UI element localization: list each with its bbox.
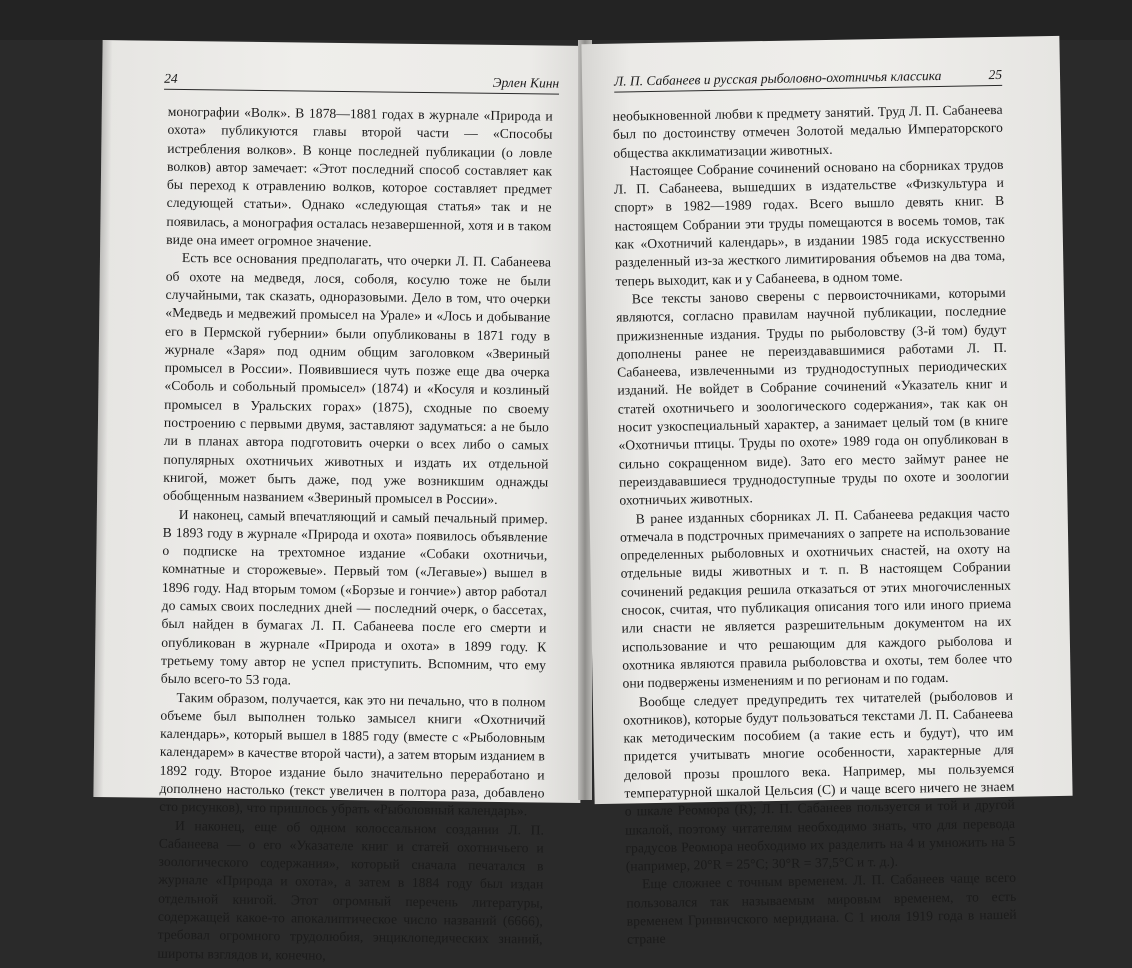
paragraph: монографии «Волк». В 1878—1881 годах в журнале «Природа и охота» публикуются главы второй части — «Способы истребления волков». В конце последней публикации (о ловле волков) автор замечает: «Этот последний способ составляет как бы переход к отравлению волков, которое составляет предмет следующей статьи». Однако «следующая статья» так и не появилась, а монография осталась незавершенной, хотя и в таком виде она имеет огромное значение. — [166, 103, 553, 250]
left-page — [93, 40, 589, 963]
paragraph: Все тексты заново сверены с первоисточниками, которыми являются, согласно правилам научной публикации, последние прижизненные издания. Труды по рыболовству (3-й том) будут дополнены ранее не переиздававшимися работами Л. П. Сабанеева, извлеченными из труднодоступных периодических изданий. Не войдет в Собрание сочинений «Указатель книг и статей охотничьего и зоологического содержания», так как он носит узкоспециальный характер, а занимает целый том (в книге «Охотничьи птицы. Труды по охоте» 1989 года он опубликован в сильно сокращенном виде). Зато его место займут ранее не переиздававшиеся труднодоступные труды по охоте и зоологии охотничьих животных. — [616, 284, 1010, 508]
right-page-number: 25 — [988, 66, 1003, 83]
left-body-text — [157, 103, 552, 968]
paragraph: Вообще следует предупредить тех читателей (рыболовов и охотников), которые будут пользоваться текстами Л. П. Сабанеева как методическим пособием (а такие есть и будут), что им придется учитывать многие особенности, характерные для деловой прозы прошлого века. Например, мы пользуемся температурной шкалой Цельсия (С) и чаще всего ничего не знаем о шкале Реомюра (R); Л. П. Сабанеев пользуется и той и другой шкалой, поэтому читателям необходимо знать, что для перевода градусов Реомюра необходимо их разделить на 4 и умножить на 5 (например, 20°R = 25°C; 30°R = 37,5°C и т. д.). — [623, 687, 1016, 874]
right-body-text — [613, 101, 1018, 949]
left-running-header — [164, 71, 559, 95]
paragraph: Еще сложнее с точным временем. Л. П. Сабанеев чаще всего пользовался так называемым мировым временем, то есть временем Гринвичского меридиана. С 1 июля 1919 года в нашей стране — [626, 870, 1017, 947]
right-running-head: Л. П. Сабанеев и русская рыболовно-охотничья классика — [613, 67, 942, 89]
paragraph: Таким образом, получается, как это ни печально, что в полном объеме был выполнен только замысел книги «Охотничий календарь», который вышел в 1885 году (вместе с «Рыболовным календарем» в качестве второй части), а затем вторым изданием в 1892 году. Второе издание было значительно переработано и дополнено настолько (текст увеличен в полтора раза, добавлено сто рисунков), что пришлось убрать «Рыболовный календарь». — [159, 689, 546, 819]
paragraph: В ранее изданных сборниках Л. П. Сабанеева редакция часто отмечала в подстрочных примечаниях о запрете на использование определенных рыболовных и охотничьих снастей, на охоту на отдельные виды животных и т. п. В настоящем Собрании сочинений редакция решила отказаться от этих многочисленных сносок, считая, что публикация описания того или иного приема или снасти не является разрешительным документом на их использование и что решающим для каждого рыболова и охотника являются правила рыболовства и охоты, тем более что они подвержены изменениям и по регионам и по годам. — [619, 504, 1013, 691]
paragraph: И наконец, самый впечатляющий и самый печальный пример. В 1893 году в журнале «Природа и охота» появилось объявление о подписке на трехтомное издание «Собаки охотничьи, комнатные и сторожевые». Первый том («Легавые») вышел в 1896 году. Над вторым томом («Борзые и гончие») автор работал до самых своих последних дней — последний очерк, о бассетах, был найден в бумагах Л. П. Сабанеева после его смерти и опубликован в журнале «Природа и охота» в 1899 году. К третьему тому автор не успел приступить. Вспомним, что ему было всего-то 53 года. — [160, 506, 548, 688]
paragraph: Настоящее Собрание сочинений основано на сборниках трудов Л. П. Сабанеева, вышедших в издательстве «Физкультура и спорт» в 1982—1989 годах. Всего вышло девять книг. В настоящем Собрании эти труды помещаются в восемь томов, так как «Охотничий календарь», в издании 1985 года искусственно разделенный из-за жесткого лимитирования объемов на два тома, теперь выходит, как и у Сабанеева, в одном томе. — [613, 156, 1006, 289]
paragraph: Есть все основания предполагать, что очерки Л. П. Сабанеева об охоте на медведя, лося, соболя, косулю тоже не были случайными, так сказать, одноразовыми. Дело в том, что очерки «Медведь и медвежий промысел на Урале» и «Лось и добывание его в Пермской губернии» были опубликованы в 1871 году в журнале «Заря» под одним общим заголовком «Звериный промысел в России». Появившиеся чуть позже еще два очерка «Соболь и собольный промысел» (1874) и «Косуля и козлиный промысел в Уральских горах» (1875), сходные по своему построению с первыми двумя, заставляют задуматься: а не было ли в планах автора подготовить очерки о всех либо о самых популярных охотничьих животных и издать их отдельной книгой, может быть даже, под уже возникшим однажды обобщенным названием «Звериный промысел в России». — [162, 250, 552, 508]
left-page-number: 24 — [164, 70, 178, 86]
left-running-head: Эрлен Кинн — [492, 74, 560, 91]
right-running-header — [614, 67, 1002, 93]
paragraph: необыкновенной любви к предмету занятий. Труд Л. П. Сабанеева был по достоинству отмечен Золотой медалью Императорского общества акклиматизации животных. — [612, 101, 1004, 161]
scanner-backdrop — [0, 0, 1132, 40]
right-page — [581, 36, 1072, 947]
paragraph: И наконец, еще об одном колоссальном создании Л. П. Сабанеева — о его «Указателе книг и статей охотничьего и зоологического содержания», который сначала печатался в журнале «Природа и охота», а затем в 1884 году был издан отдельной книгой. Этот огромный перечень литературы, содержащей какое-то апокалиптическое число названий (6666), требовал огромного трудолюбия, энциклопедических знаний, широты взглядов и, конечно, — [157, 817, 545, 963]
page-edge-shadow — [93, 40, 112, 797]
